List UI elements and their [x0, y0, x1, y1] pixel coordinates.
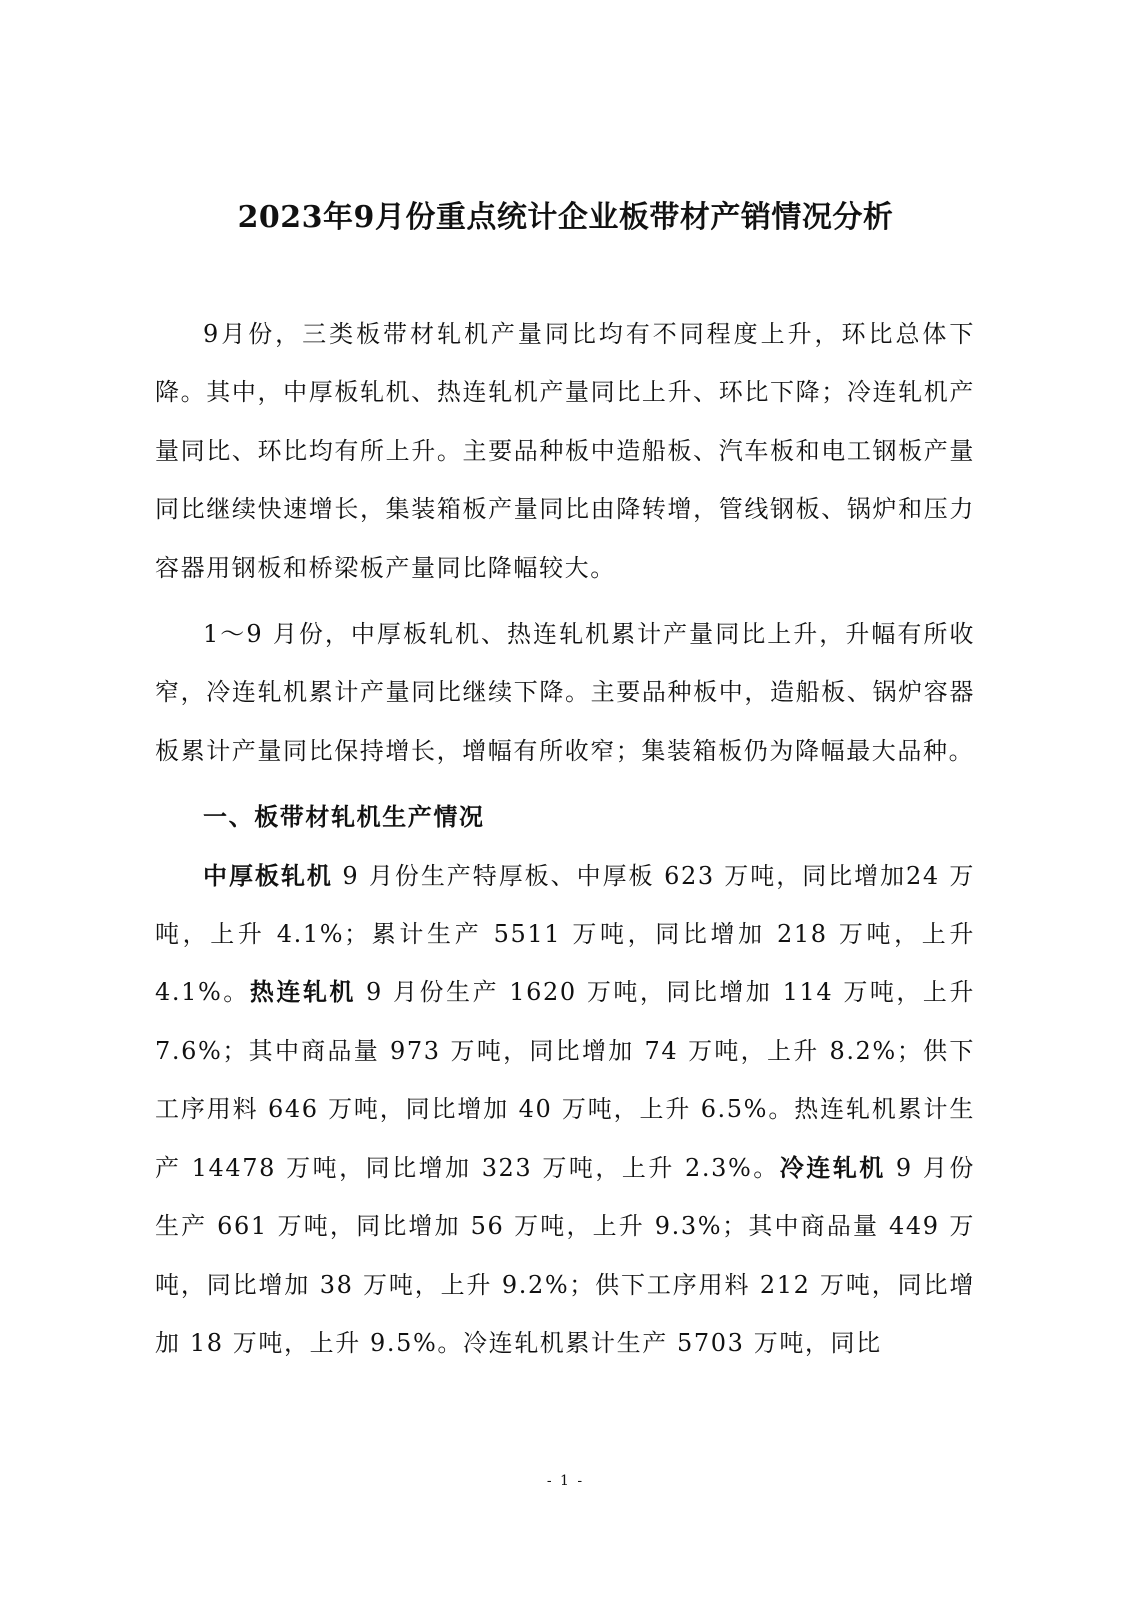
- label-cold-strip-mill: 冷连轧机: [779, 1153, 886, 1182]
- document-body: [155, 305, 975, 1372]
- page-number: - 1 -: [546, 1473, 585, 1489]
- section-heading: 一、板带材轧机生产情况: [203, 803, 485, 832]
- medium-plate-text: 9 月份生产特厚板、中厚板 623 万吨，同比增加24 万吨，上升 4.1%；累计生产 5511 万吨，同比增加 218 万吨，上升 4.1%。: [155, 861, 975, 1007]
- paragraph-1: 9月份，三类板带材轧机产量同比均有不同程度上升，环比总体下降。其中，中厚板轧机、热连轧机产量同比上升、环比下降；冷连轧机产量同比、环比均有所上升。主要品种板中造船板、汽车板和电工钢板产量同比继续快速增长，集装箱板产量同比由降转增，管线钢板、锅炉和压力容器用钢板和桥梁板产量同比降幅较大。: [155, 320, 975, 582]
- label-medium-plate-mill: 中厚板轧机: [203, 861, 333, 890]
- document-title: 2023年9月份重点统计企业板带材产销情况分析: [237, 200, 894, 235]
- paragraph-2: 1～9 月份，中厚板轧机、热连轧机累计产量同比上升，升幅有所收窄，冷连轧机累计产量同比继续下降。主要品种板中，造船板、锅炉容器板累计产量同比保持增长，增幅有所收窄；集装箱板仍为降幅最大品种。: [155, 620, 975, 765]
- label-hot-strip-mill: 热连轧机: [249, 978, 356, 1007]
- section-paragraph: [155, 847, 975, 1373]
- cold-strip-text: 9 月份生产 661 万吨，同比增加 56 万吨，上升 9.3%；其中商品量 449 万吨，同比增加 38 万吨，上升 9.2%；供下工序用料 212 万吨，同比增加 18 万吨，上升 9.5%。冷连轧机累计生产 5703 万吨，同比: [155, 1153, 975, 1357]
- hot-strip-text: 9 月份生产 1620 万吨，同比增加 114 万吨，上升 7.6%；其中商品量 973 万吨，同比增加 74 万吨，上升 8.2%；供下工序用料 646 万吨，同比增加 40 万吨，上升 6.5%。热连轧机累计生产 14478 万吨，同比增加 323 万吨，上升 2.3%。: [155, 978, 975, 1182]
